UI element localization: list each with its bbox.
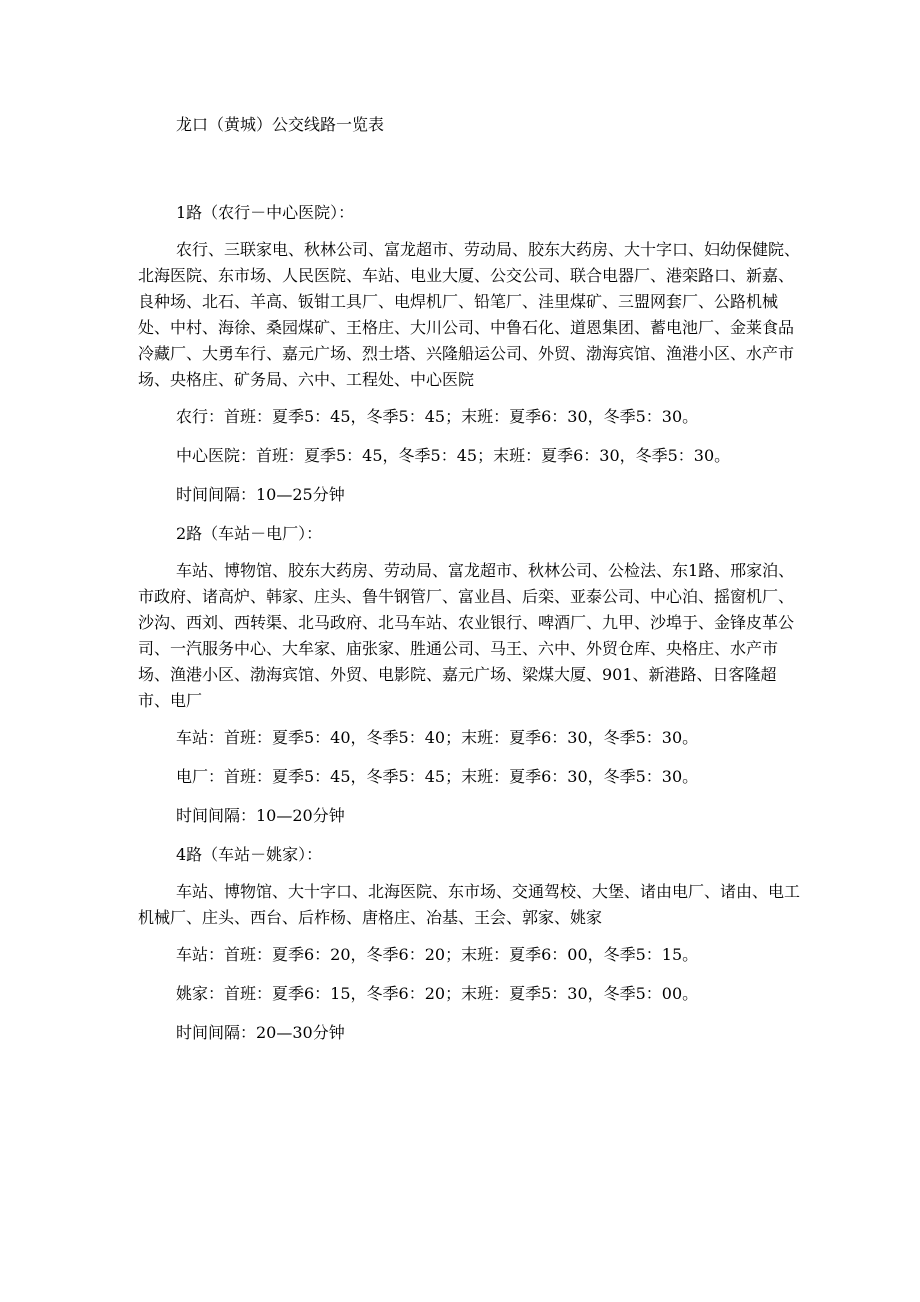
document-title: 龙口（黄城）公交线路一览表 — [176, 115, 385, 134]
route-interval: 时间间隔：10—25分钟 — [176, 485, 345, 504]
route-1-section — [138, 200, 804, 508]
route-stops: 车站、博物馆、大十字口、北海医院、东市场、交通驾校、大堡、诸由电厂、诸由、电工机械厂、庄头、西台、后柞杨、唐格庄、冶基、王会、郭家、姚家 — [138, 882, 801, 927]
route-heading: 1路（农行－中心医院）： — [176, 203, 355, 222]
route-schedule: 中心医院：首班：夏季5：45，冬季5：45；末班：夏季6：30，冬季5：30。 — [176, 446, 731, 465]
route-heading: 4路（车站－姚家）： — [176, 845, 323, 864]
route-schedule: 姚家：首班：夏季6：15，冬季6：20；末班：夏季5：30，冬季5：00。 — [176, 984, 699, 1003]
route-interval: 时间间隔：10—20分钟 — [176, 806, 345, 825]
route-interval: 时间间隔：20—30分钟 — [176, 1023, 345, 1042]
route-schedule: 电厂：首班：夏季5：45，冬季5：45；末班：夏季6：30，冬季5：30。 — [176, 767, 699, 786]
route-stops: 车站、博物馆、胶东大药房、劳动局、富龙超市、秋林公司、公检法、东1路、邢家泊、市政府、诸高炉、韩家、庄头、鲁牛钢管厂、富业昌、后栾、亚泰公司、中心泊、摇窗机厂、沙沟、西刘、西转渠、北马政府、北马车站、农业银行、啤酒厂、九甲、沙埠于、金锋皮革公司、一汽服务中心、大牟家、庙张家、胜通公司、马王、六中、外贸仓库、央格庄、水产市场、渔港小区、渤海宾馆、外贸、电影院、嘉元广场、梁煤大厦、901、新港路、日客隆超市、电厂 — [138, 561, 795, 710]
route-stops: 农行、三联家电、秋林公司、富龙超市、劳动局、胶东大药房、大十字口、妇幼保健院、北海医院、东市场、人民医院、车站、电业大厦、公交公司、联合电器厂、港栾路口、新嘉、良种场、北石、羊高、钣钳工具厂、电焊机厂、铅笔厂、洼里煤矿、三盟网套厂、公路机械处、中村、海徐、桑园煤矿、王格庄、大川公司、中鲁石化、道恩集团、蓄电池厂、金莱食品冷藏厂、大勇车行、嘉元广场、烈士塔、兴隆船运公司、外贸、渤海宾馆、渔港小区、水产市场、央格庄、矿务局、六中、工程处、中心医院 — [138, 240, 801, 389]
document-body — [138, 200, 804, 1059]
route-schedule: 农行：首班：夏季5：45，冬季5：45；末班：夏季6：30，冬季5：30。 — [176, 407, 699, 426]
route-schedule: 车站：首班：夏季5：40，冬季5：40；末班：夏季6：30，冬季5：30。 — [176, 728, 699, 747]
route-2-section — [138, 521, 804, 829]
route-heading: 2路（车站－电厂）： — [176, 524, 323, 543]
route-4-section — [138, 842, 804, 1046]
route-schedule: 车站：首班：夏季6：20，冬季6：20；末班：夏季6：00，冬季5：15。 — [176, 945, 699, 964]
